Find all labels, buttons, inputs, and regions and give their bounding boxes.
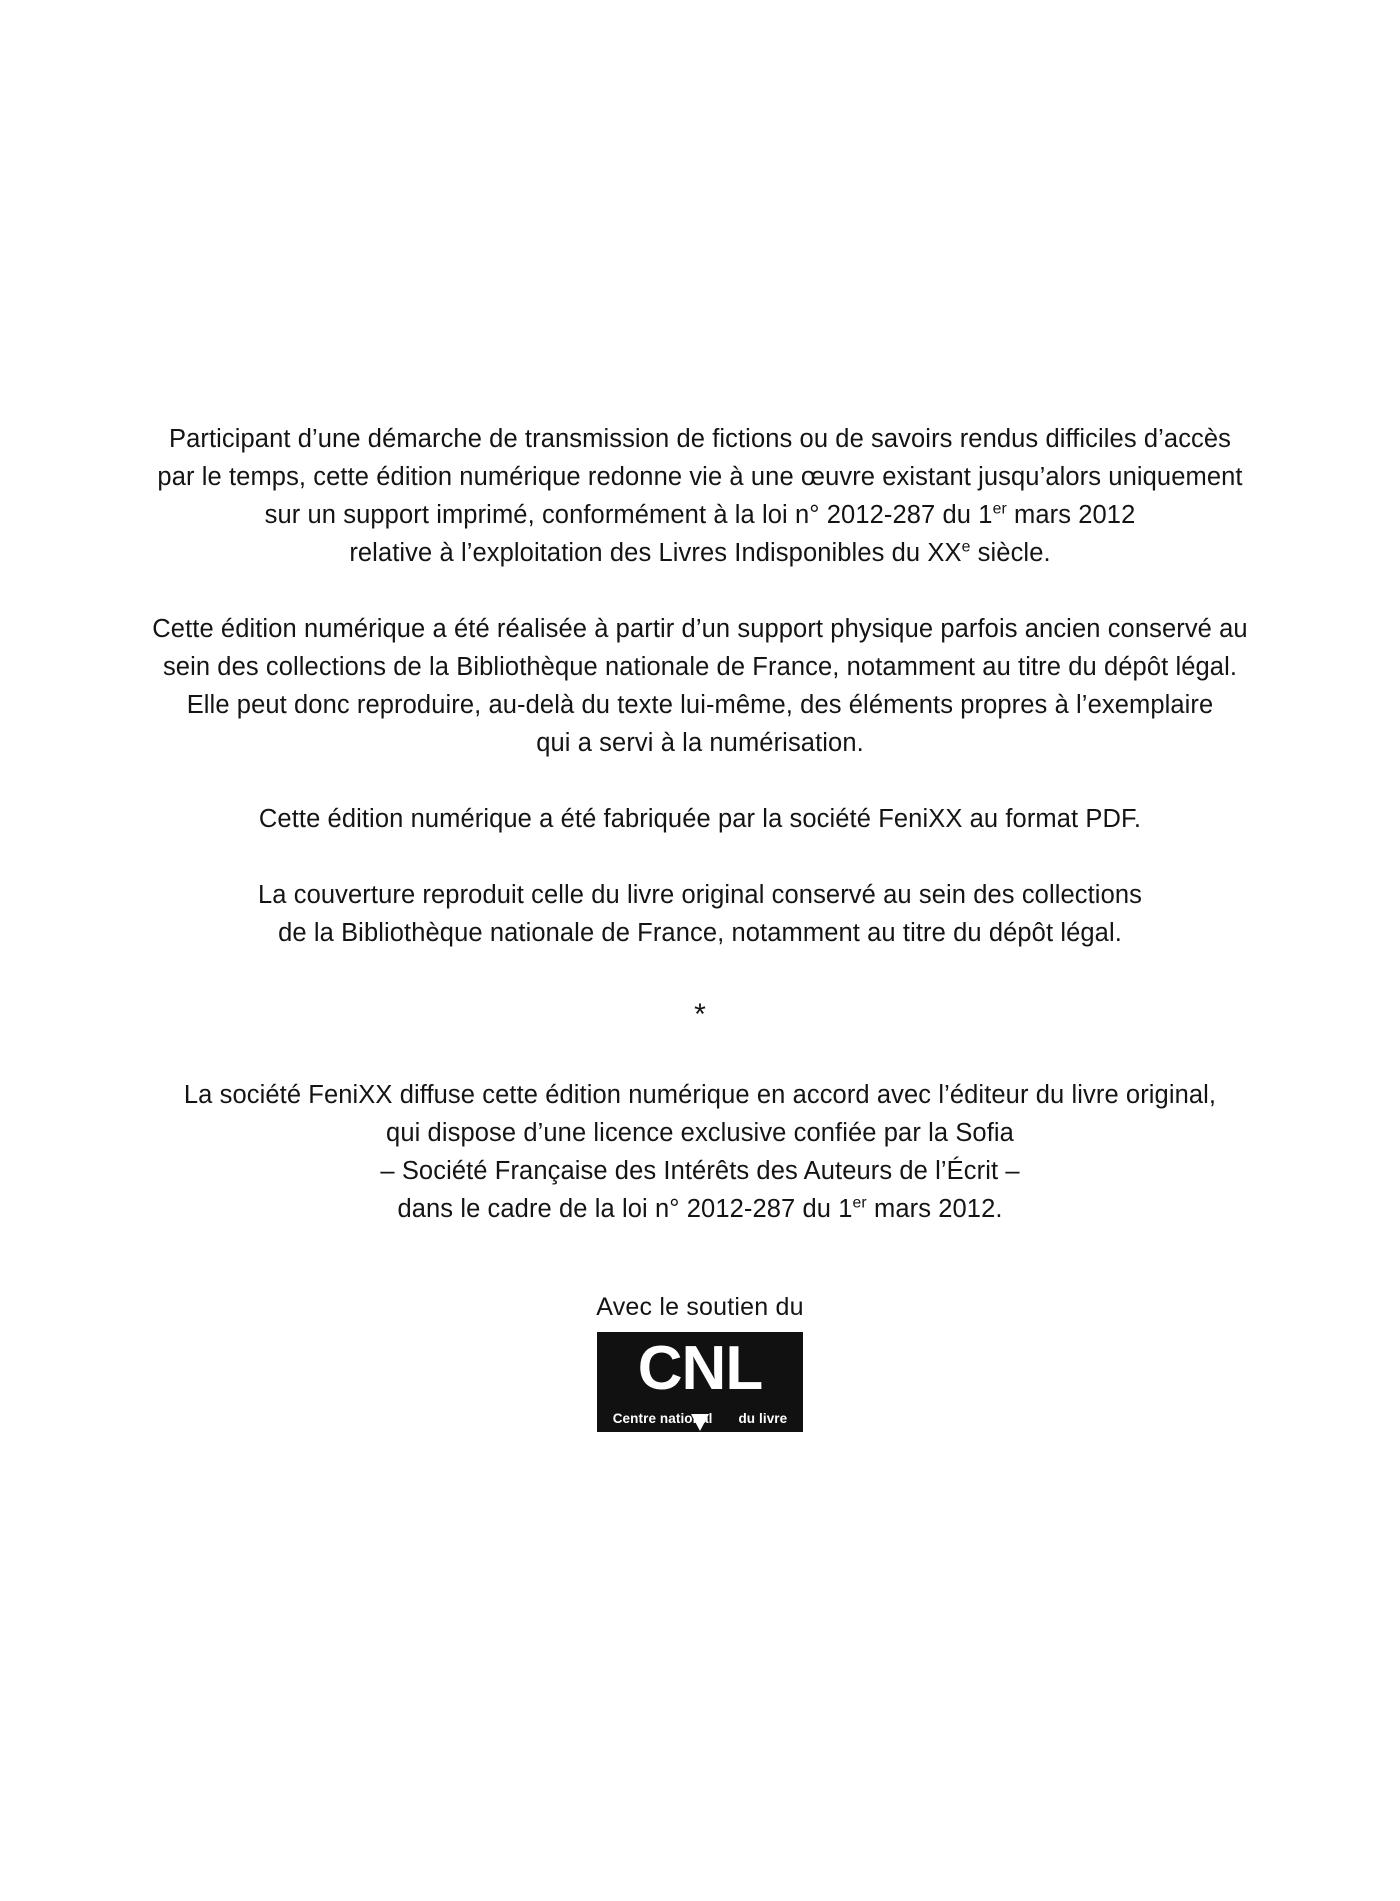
- paragraph-transmission: [145, 420, 1255, 572]
- paragraph-diffusion: [145, 1076, 1255, 1228]
- paragraph-line: La société FeniXX diffuse cette édition numérique en accord avec l’éditeur du livre original,: [183, 1081, 1217, 1109]
- paragraph-line: sur un support imprimé, conformément à la loi n° 2012-287 du 1er mars 2012: [264, 500, 1136, 529]
- logo-caption: Avec le soutien du: [596, 1293, 804, 1321]
- support-logo-area: [596, 1292, 803, 1432]
- paragraph-line: par le temps, cette édition numérique redonne vie à une œuvre existant jusqu’alors uniquement: [157, 463, 1243, 491]
- paragraph-line: sein des collections de la Bibliothèque nationale de France, notamment au titre du dépôt légal.: [162, 653, 1238, 681]
- paragraph-line: de la Bibliothèque nationale de France, notamment au titre du dépôt légal.: [278, 919, 1122, 947]
- section-separator: *: [694, 998, 706, 1031]
- paragraph-line: La couverture reproduit celle du livre original conservé au sein des collections: [258, 881, 1142, 909]
- cnl-subtitle-left: Centre national: [612, 1411, 713, 1426]
- paragraph-line: dans le cadre de la loi n° 2012-287 du 1er mars 2012.: [397, 1194, 1003, 1223]
- paragraph-fabrication: [145, 800, 1255, 838]
- paragraph-support-physique: [145, 610, 1255, 762]
- paragraph-line: Cette édition numérique a été fabriquée par la société FeniXX au format PDF.: [258, 805, 1142, 833]
- paragraph-line: Participant d’une démarche de transmission de fictions ou de savoirs rendus difficiles d’accès: [168, 425, 1232, 453]
- cnl-logo-letters: CNL: [637, 1334, 763, 1403]
- paragraph-couverture: [145, 876, 1255, 952]
- paragraph-line: Cette édition numérique a été réalisée à partir d’un support physique parfois ancien conservé au: [152, 615, 1248, 643]
- cnl-logo-icon: [597, 1332, 803, 1432]
- paragraph-line: relative à l’exploitation des Livres Indisponibles du XXe siècle.: [349, 538, 1051, 567]
- cnl-subtitle-right: du livre: [738, 1411, 788, 1426]
- paragraph-line: Elle peut donc reproduire, au-delà du texte lui-même, des éléments propres à l’exemplaire: [186, 691, 1214, 719]
- paragraph-line: – Société Française des Intérêts des Auteurs de l’Écrit –: [380, 1157, 1020, 1185]
- paragraph-line: qui dispose d’une licence exclusive confiée par la Sofia: [386, 1119, 1014, 1147]
- cnl-logo-subtitle: [597, 1411, 803, 1427]
- paragraph-line: qui a servi à la numérisation.: [536, 729, 864, 757]
